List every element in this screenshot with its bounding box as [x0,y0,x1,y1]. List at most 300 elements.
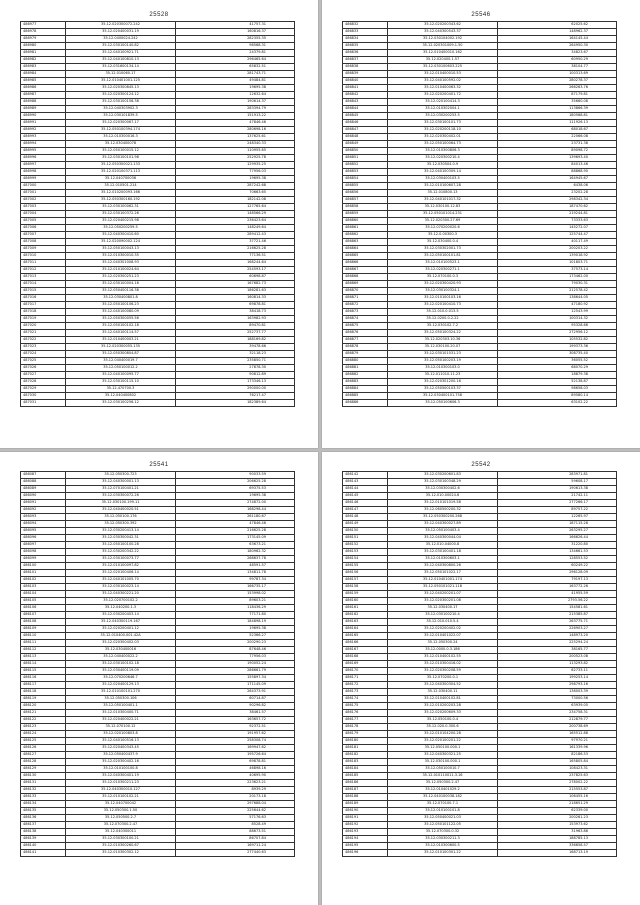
code-cell: 35.12.020400.1.57 [388,57,498,64]
amount-cell: 263295.27 [498,528,617,535]
table-row [21,253,295,260]
code-cell: 35.12.010400063.32 [388,85,498,92]
code-cell: 35.12.020100414.3 [388,99,498,106]
table-row [21,176,295,183]
table-row [21,528,295,535]
table-row [343,556,617,563]
amount-cell: 188169.82 [176,337,295,344]
row-id-cell: 486143 [343,479,388,486]
table-row [343,661,617,668]
table-row [21,542,295,549]
code-cell: 35.12.020.0.300.6 [388,724,498,731]
code-cell: 35.12.020300201.08 [388,598,498,605]
table-row [21,50,295,57]
row-id-cell: 486149 [343,521,388,528]
amount-cell: 281743.71 [176,71,295,78]
code-cell: 35.12.050100401.1 [66,703,176,710]
amount-cell: 24379.81 [176,50,295,57]
amount-cell: 139018.92 [498,253,617,260]
amount-cell: 118436.29 [176,605,295,612]
row-id-cell: 486122 [21,717,66,724]
row-id-cell: 486846 [343,120,388,127]
table-row [21,773,295,780]
table-row [21,365,295,372]
table-row [21,654,295,661]
code-cell: 35.12.020400215.98 [66,218,176,225]
code-cell: 35.12.010200093.166 [66,190,176,197]
code-cell: 35.12.040400022.2 [66,654,176,661]
amount-cell: 12265.97 [498,514,617,521]
table-row [21,190,295,197]
code-cell: 35.12.010.010.5.4 [388,619,498,626]
code-cell: 35.12.020400343.45 [66,745,176,752]
code-cell: 35.12.050200259.5 [66,225,176,232]
code-cell: 35.12.010100103.16 [388,295,498,302]
page-4 [322,452,640,905]
table-row [343,190,617,197]
row-id-cell: 486837 [343,57,388,64]
table-row [21,43,295,50]
row-id-cell: 487024 [21,351,66,358]
row-id-cell: 486169 [343,661,388,668]
code-cell: 35.12.020300067.17 [66,120,176,127]
amount-cell: 90296.82 [176,703,295,710]
code-cell: 35.12.040400802 [66,393,176,400]
row-id-cell: 486146 [343,500,388,507]
row-id-cell: 486879 [343,351,388,358]
amount-cell: 106455.16 [498,794,617,801]
amount-cell: 280278.37 [498,78,617,85]
table-row [21,22,295,29]
row-id-cell: 486159 [343,591,388,598]
row-id-cell: 486834 [343,36,388,43]
code-cell: 35.12.010300416.02 [388,661,498,668]
amount-cell: 148566.29 [176,211,295,218]
table-row [343,731,617,738]
row-id-cell: 486983 [21,64,66,71]
table-row [343,766,617,773]
row-id-cell: 486103 [21,584,66,591]
code-cell: 35.12.030100156.38 [66,99,176,106]
row-id-cell: 486848 [343,134,388,141]
code-cell: 35.12.030400.0.4 [388,239,498,246]
code-cell: 35.12.030100023.14 [66,584,176,591]
amount-cell: 163772.26 [498,584,617,591]
code-cell: 35.12.030200403.14 [66,612,176,619]
row-id-cell: 486184 [343,766,388,773]
code-cell: 35.12.030100324.1 [388,288,498,295]
code-cell: 35.12.040101005.70 [66,577,176,584]
table-row [21,710,295,717]
amount-cell: 89470.81 [176,323,295,330]
code-cell: 35.12.470700.3 [66,386,176,393]
row-id-cell: 486191 [343,815,388,822]
amount-cell: 84013.46 [498,162,617,169]
code-cell: 35.12.070100.0.3 [388,274,498,281]
amount-cell: 88673.51 [176,829,295,836]
row-id-cell: 486102 [21,577,66,584]
row-id-cell: 487010 [21,253,66,260]
amount-cell: 252925.78 [176,155,295,162]
amount-cell: 283971.81 [498,472,617,479]
table-row [21,759,295,766]
table-row [343,752,617,759]
row-id-cell: 486866 [343,260,388,267]
table-row [343,633,617,640]
table-row [343,127,617,134]
amount-cell: 34823.67 [498,50,617,57]
row-id-cell: 486167 [343,647,388,654]
amount-cell: 277440.63 [176,850,295,857]
code-cell: 35.12.010302004.1 [388,106,498,113]
code-cell: 35.12.050100043.13 [66,246,176,253]
amount-cell: 169947.62 [176,745,295,752]
row-id-cell: 486182 [343,752,388,759]
amount-cell: 272956.12 [498,330,617,337]
row-id-cell: 486119 [21,696,66,703]
row-id-cell: 487021 [21,330,66,337]
data-table [342,21,617,407]
amount-cell: 40117.49 [498,239,617,246]
amount-cell: 60714.87 [176,696,295,703]
row-id-cell: 486115 [21,668,66,675]
row-id-cell: 487000 [21,183,66,190]
amount-cell: 41955.59 [498,591,617,598]
table-row [343,647,617,654]
code-cell: 35.12.030100210.4 [388,612,498,619]
code-cell: 35.12.030100.20.07 [388,344,498,351]
table-row [343,29,617,36]
code-cell: 35.12.040300027.89 [388,521,498,528]
code-cell: 35.12.010300302.12 [66,850,176,857]
row-id-cell: 486863 [343,239,388,246]
amount-cell: 36055.52 [498,358,617,365]
code-cell: 35.12.070200.0.1 [388,675,498,682]
code-cell: 35.12.030400.17 [388,605,498,612]
code-cell: 35.12.010300260.67 [66,843,176,850]
amount-cell: 216625.28 [176,246,295,253]
amount-cell: 18879.38 [498,372,617,379]
code-cell: 35.12.010100523.1 [388,260,498,267]
amount-cell: 168298.44 [176,507,295,514]
table-row [343,50,617,57]
table-row [343,323,617,330]
code-cell: 35.12.020100371.113 [66,169,176,176]
amount-cell: 139693.40 [498,155,617,162]
row-id-cell: 487018 [21,309,66,316]
code-cell: 35.12.040300410.60 [66,232,176,239]
code-cell: 35.12.010100301.22 [388,850,498,857]
table-row [21,703,295,710]
table-row [343,106,617,113]
amount-cell: 182142.08 [176,197,295,204]
amount-cell: 134661.53 [498,549,617,556]
amount-cell: 336658.57 [498,843,617,850]
amount-cell: 173346.13 [176,379,295,386]
table-row [21,507,295,514]
code-cell: 35.12.010400003.21 [66,337,176,344]
table-row [343,379,617,386]
code-cell: 35.12.050101022.17 [388,570,498,577]
amount-cell: 70663.65 [176,190,295,197]
row-id-cell: 486098 [21,549,66,556]
row-id-cell: 486100 [21,563,66,570]
row-id-cell: 486867 [343,267,388,274]
code-cell: 35.12.040300321.25 [388,752,498,759]
table-row [343,689,617,696]
code-cell: 35.12.070100401.21 [66,486,176,493]
amount-cell: 38104.77 [498,64,617,71]
code-cell: 35.12.030400.11 [388,689,498,696]
row-id-cell: 486120 [21,703,66,710]
table-row [21,99,295,106]
amount-cell: 60950.29 [498,57,617,64]
row-id-cell: 486138 [21,829,66,836]
amount-cell: 223623.21 [176,780,295,787]
table-row [21,640,295,647]
amount-cell: 252737.77 [176,330,295,337]
row-id-cell: 486171 [343,675,388,682]
code-cell: 35.12.010300603.1 [388,556,498,563]
table-row [343,717,617,724]
code-cell: 35.12.020700102.2 [66,598,176,605]
row-id-cell: 486844 [343,106,388,113]
table-row [21,591,295,598]
table-row [343,274,617,281]
amount-cell: 27878.30 [176,365,295,372]
code-cell: 35.12.040700042 [66,801,176,808]
amount-cell: 200261.23 [498,815,617,822]
table-row [21,134,295,141]
amount-cell: 79197.13 [498,577,617,584]
table-row [21,393,295,400]
table-row [343,829,617,836]
row-id-cell: 486991 [21,120,66,127]
row-id-cell: 486851 [343,155,388,162]
amount-cell: 105532.82 [498,337,617,344]
row-id-cell: 486886 [343,400,388,407]
code-cell: 35.12.040300221.20 [66,591,176,598]
amount-cell: 225644.62 [176,808,295,815]
amount-cell: 298793.16 [498,682,617,689]
row-id-cell: 486163 [343,619,388,626]
row-id-cell: 486987 [21,92,66,99]
code-cell: 35.12.050100.0.4 [388,717,498,724]
row-id-cell: 486114 [21,661,66,668]
amount-cell: 68018.67 [498,127,617,134]
table-row [21,141,295,148]
amount-cell: 73000.56 [498,696,617,703]
code-cell: 35.12.010100101.8 [388,808,498,815]
row-id-cell: 487012 [21,267,66,274]
row-id-cell: 486164 [343,626,388,633]
table-row [21,239,295,246]
code-cell: 35.12.050100.176 [66,514,176,521]
row-id-cell: 486981 [21,50,66,57]
code-cell: 35.12.070100.12 [66,724,176,731]
code-cell: 35.12.050100324.22 [388,330,498,337]
table-row [21,162,295,169]
code-cell: 35.12.040100921.71 [66,50,176,57]
row-id-cell: 486148 [343,514,388,521]
code-cell: 35.12.020300124.12 [66,92,176,99]
row-id-cell: 486132 [21,787,66,794]
row-id-cell: 486136 [21,815,66,822]
data-table [20,471,295,857]
row-id-cell: 486094 [21,521,66,528]
amount-cell: 19695.38 [176,493,295,500]
row-id-cell: 487001 [21,190,66,197]
row-id-cell: 486106 [21,605,66,612]
row-id-cell: 486871 [343,295,388,302]
amount-cell: 69375.53 [176,486,295,493]
code-cell: 35.12.020400129.13 [66,682,176,689]
amount-cell: 41757.31 [176,22,295,29]
code-cell: 35.12.030101031.23 [388,351,498,358]
amount-cell: 278002.22 [498,780,617,787]
amount-cell: 163982.93 [176,316,295,323]
row-id-cell: 486996 [21,155,66,162]
code-cell: 35.12.050100015.12 [66,148,176,155]
row-id-cell: 486118 [21,689,66,696]
table-row [343,500,617,507]
amount-cell: 108423.31 [498,766,617,773]
code-cell: 35.12.050300.106 [66,696,176,703]
table-row [21,127,295,134]
code-cell: 35.12.030300402.6 [388,486,498,493]
table-row [21,85,295,92]
table-row [343,246,617,253]
row-id-cell: 486178 [343,724,388,731]
code-cell: 35.12.010400102.55 [388,654,498,661]
table-row [21,267,295,274]
row-id-cell: 486845 [343,113,388,120]
code-cell: 35.12.010100102.21 [66,794,176,801]
code-cell: 35.12.010.04000.8 [388,542,498,549]
table-row [343,619,617,626]
amount-cell: 154581.61 [498,605,617,612]
row-id-cell: 486193 [343,829,388,836]
code-cell: 35.12.050100403.4 [388,528,498,535]
amount-cell: 37573.14 [498,267,617,274]
code-cell: 35.12.020300210.4 [388,155,498,162]
row-id-cell: 486196 [343,850,388,857]
code-cell: 35.12.020200402.02 [388,626,498,633]
amount-cell: 89603.21 [176,598,295,605]
table-row [21,829,295,836]
code-cell: 35.12.030100401.18 [388,549,498,556]
amount-cell: 195726.64 [176,752,295,759]
row-id-cell: 486175 [343,703,388,710]
code-cell: 35.12.030102.7.2 [388,323,498,330]
table-row [343,36,617,43]
table-row [343,507,617,514]
table-row [21,309,295,316]
row-id-cell: 486986 [21,85,66,92]
row-id-cell: 486108 [21,619,66,626]
amount-cell: 46898.16 [176,766,295,773]
amount-cell: 187470.62 [498,204,617,211]
code-cell: 35.12.020200343.62 [388,22,498,29]
row-id-cell: 486144 [343,486,388,493]
amount-cell: 212879.77 [498,717,617,724]
row-id-cell: 486089 [21,486,66,493]
amount-cell: 31963.86 [498,829,617,836]
table-row [343,710,617,717]
table-row [343,822,617,829]
amount-cell: 199373.36 [498,344,617,351]
table-row [343,528,617,535]
row-id-cell: 486123 [21,724,66,731]
row-id-cell: 487019 [21,316,66,323]
code-cell: 35.12.010200203.28 [388,703,498,710]
amount-cell: 163657.72 [176,717,295,724]
table-row [21,801,295,808]
row-id-cell: 486859 [343,211,388,218]
row-id-cell: 486112 [21,647,66,654]
amount-cell: 254593.17 [176,267,295,274]
table-row [21,486,295,493]
code-cell: 35.12.010100101.270 [66,689,176,696]
row-id-cell: 487006 [21,225,66,232]
code-cell: 35.12.020300845.13 [66,85,176,92]
row-id-cell: 487013 [21,274,66,281]
table-row [21,535,295,542]
table-row [21,71,295,78]
amount-cell: 180962.32 [176,549,295,556]
table-row [21,29,295,36]
table-row [343,472,617,479]
code-cell: 35.12.040200201.07 [388,591,498,598]
amount-cell: 73333.63 [498,218,617,225]
table-row [21,57,295,64]
table-row [343,197,617,204]
code-cell: 35.12.010300016.3 [66,134,176,141]
amount-cell: 63939.05 [498,703,617,710]
amount-cell: 69878.81 [176,759,295,766]
table-row [21,197,295,204]
amount-cell: 77956.03 [176,169,295,176]
row-id-cell: 487025 [21,358,66,365]
code-cell: 35.12.030300042.31 [66,535,176,542]
code-cell: 35.12.010300103.0 [388,365,498,372]
amount-cell: 8528.49 [176,822,295,829]
row-id-cell: 486111 [21,640,66,647]
amount-cell: 215553.87 [498,787,617,794]
row-id-cell: 486855 [343,183,388,190]
amount-cell: 165512.88 [498,731,617,738]
table-row [343,71,617,78]
row-id-cell: 486110 [21,633,66,640]
code-cell: 35.12.030100372.26 [66,211,176,218]
amount-cell: 63102.22 [498,400,617,407]
amount-cell: 20173.18 [176,794,295,801]
amount-cell: 187115.28 [498,521,617,528]
code-cell: 35.12.020090002.124 [66,239,176,246]
row-id-cell: 487016 [21,295,66,302]
amount-cell: 138644.05 [498,295,617,302]
row-id-cell: 486150 [343,528,388,535]
amount-cell: 148973.20 [498,633,617,640]
code-cell: 35.12.040300800.26 [388,563,498,570]
row-id-cell: 486093 [21,514,66,521]
amount-cell: 137625.61 [176,134,295,141]
amount-cell: 264373.91 [176,689,295,696]
row-id-cell: 486155 [343,563,388,570]
table-row [21,570,295,577]
amount-cell: 47846.46 [176,120,295,127]
amount-cell: 286661.79 [176,668,295,675]
